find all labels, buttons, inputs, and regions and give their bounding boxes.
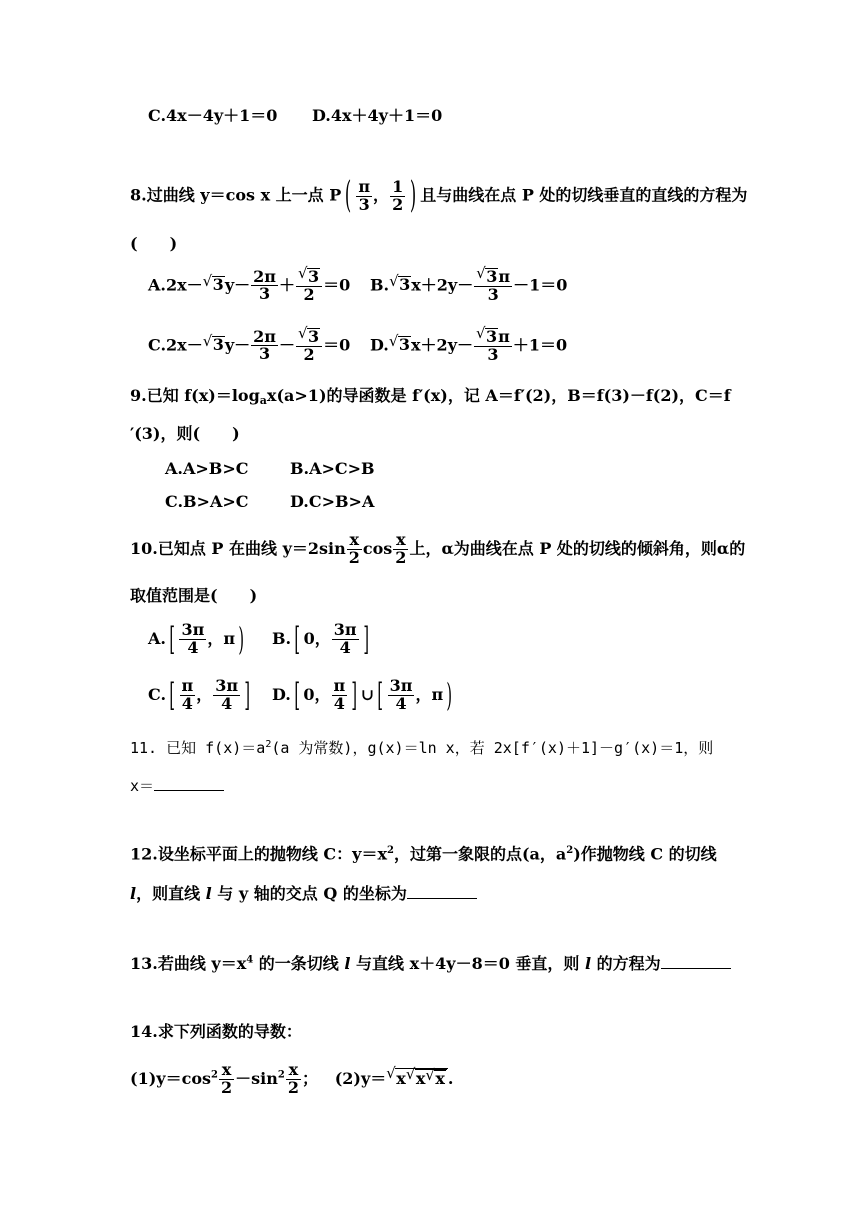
q14-title: 14.求下列函数的导数： xyxy=(130,1022,302,1041)
q12-stem-line2: l，则直线 l 与 y 轴的交点 Q 的坐标为 xyxy=(130,884,477,902)
q8-option-c: C.2x－ √ 3y－ $\frac{2\pi}{3}$ － √ 3 2 ＝0 xyxy=(148,324,351,364)
q8-stem: 8.过曲线 y＝cos x 上一点 P ( $\frac{\pi}{3}$ ， $\frac{1}{2}$ ) 且与曲线在点 P 处的切线垂直的直线的方程为 xyxy=(130,175,748,216)
q11-answer-blank[interactable] xyxy=(154,776,224,791)
q8-option-a: A.2x－ √ 3y－ $\frac{2\pi}{3}$ ＋ √ 3 2 ＝0 xyxy=(148,264,351,304)
q13-stem: 13.若曲线 $y=x^4$ 的一条切线 l 与直线 x＋4y－8＝0 垂直，则 l 的方程为 xyxy=(130,954,731,972)
q9-option-b: B.A>C>B xyxy=(290,459,375,478)
q10-stem-line2: 取值范围是( ) xyxy=(130,586,258,605)
q14-parts: $(1)y=\cos^2$ $\frac{x}{2}$ $-\sin^2$ $\frac{x}{2}$ ； (2)y＝ √ x √ x √ x . xyxy=(130,1060,454,1097)
q12-answer-blank[interactable] xyxy=(407,884,477,899)
q9-stem: 9.已知 f(x)＝logax(a>1)的导函数是 f′(x)，记 A＝f′(2)，B＝f(3)－f(2)，C＝f xyxy=(130,386,731,407)
q9-option-c: C.B>A>C xyxy=(165,492,249,511)
q8-paren: ( ) xyxy=(130,234,178,253)
q11-stem: 11. 已知 $f(x)=a^2(a$ 为常数)，g(x)＝ln x，若 2x[f′(x)＋1]－g′(x)＝1，则 xyxy=(130,739,714,757)
q9-option-a: A.A>B>C xyxy=(165,459,249,478)
q10-stem: 10.已知点 P 在曲线 y＝2sin $\frac{x}{2}$ cos $\frac{x}{2}$ 上，α为曲线在点 P 处的切线的倾斜角，则α的 xyxy=(130,530,746,567)
q7-option-c: C.4x－4y＋1＝0 xyxy=(148,106,278,125)
q10-option-b: B. [ 0， $\frac{3\pi}{4}$ ] xyxy=(272,620,369,659)
q7-option-d: D.4x＋4y＋1＝0 xyxy=(312,106,443,125)
q8-option-d: D. √ 3x＋2y－ √ 3π 3 ＋1＝0 xyxy=(370,324,568,364)
q10-option-d: D. [ 0， $\frac{\pi}{4}$ ] ∪ [ $\frac{3\pi}{4}$ ，π ) xyxy=(272,676,453,715)
q13-answer-blank[interactable] xyxy=(661,954,731,969)
q8-option-b: B. √ 3x＋2y－ √ 3π 3 －1＝0 xyxy=(370,264,568,304)
q12-stem: 12.设坐标平面上的抛物线 C：$y=x^2$，过第一象限的点(a，$a^2$)作抛物线 C 的切线 xyxy=(130,844,717,864)
q9-stem-line2: ′(3)，则( ) xyxy=(130,424,240,443)
q10-option-a: A. [ $\frac{3\pi}{4}$ ，π ) xyxy=(148,620,245,659)
q11-stem-line2: x＝ xyxy=(130,776,224,794)
q9-option-d: D.C>B>A xyxy=(290,492,375,511)
q10-option-c: C. [ $\frac{\pi}{4}$ ， $\frac{3\pi}{4}$ ] xyxy=(148,676,251,715)
